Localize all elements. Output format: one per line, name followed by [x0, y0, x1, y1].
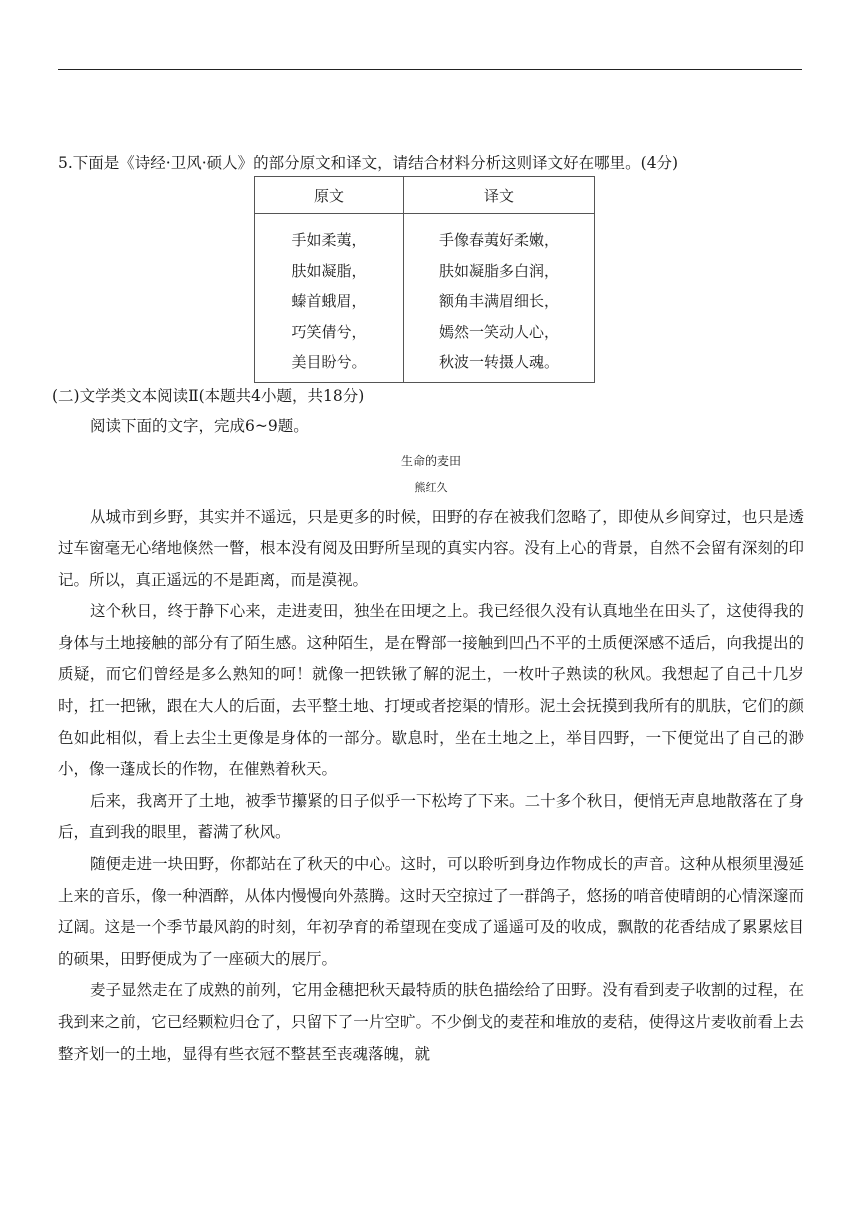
table-header-translation: 译文 — [404, 177, 595, 214]
translation-line: 手像春荑好柔嫩， — [438, 231, 559, 249]
page-content — [52, 150, 804, 1070]
original-line: 手如柔荑， — [291, 231, 367, 249]
essay-author: 熊红久 — [414, 480, 448, 494]
section-instruction: 阅读下面的文字，完成6~9题。 — [90, 416, 309, 435]
question-5: 5.下面是《诗经·卫风·硕人》的部分原文和译文，请结合材料分析这则译文好在哪里。(4分) — [58, 154, 679, 172]
section-heading: (二)文学类文本阅读Ⅱ(本题共4小题，共18分) — [52, 386, 365, 405]
essay-paragraph: 后来，我离开了土地，被季节攥紧的日子似乎一下松垮了下来。二十多个秋日，便悄无声息地散落在了身后，直到我的眼里，蓄满了秋风。 — [58, 791, 804, 842]
poem-table — [254, 176, 595, 383]
header-rule — [58, 69, 802, 70]
essay-title: 生命的麦田 — [400, 453, 461, 468]
translation-text-cell — [404, 214, 595, 383]
table-header-original: 原文 — [255, 177, 404, 214]
translation-line: 额角丰满眉细长， — [438, 292, 559, 310]
essay-paragraph: 从城市到乡野，其实并不遥远，只是更多的时候，田野的存在被我们忽略了，即使从乡间穿过，也只是透过车窗毫无心绪地倏然一瞥，根本没有阅及田野所呈现的真实内容。没有上心的背景，自然不会留有深刻的印记。所以，真正遥远的不是距离，而是漠视。 — [58, 507, 804, 589]
essay-body — [58, 502, 804, 1071]
original-text-cell — [255, 214, 404, 383]
original-line: 肤如凝脂， — [291, 261, 367, 280]
translation-line: 秋波一转摄人魂。 — [438, 353, 559, 371]
essay-paragraph: 麦子显然走在了成熟的前列，它用金穗把秋天最特质的肤色描绘给了田野。没有看到麦子收割的过程，在我到来之前，它已经颗粒归仓了，只留下了一片空旷。不少倒戈的麦茬和堆放的麦秸，使得这片麦收前看上去整齐划一的土地，显得有些衣冠不整甚至丧魂落魄，就 — [58, 981, 804, 1063]
original-line: 螓首蛾眉， — [291, 292, 367, 310]
essay-paragraph: 随便走进一块田野，你都站在了秋天的中心。这时，可以聆听到身边作物成长的声音。这种从根须里漫延上来的音乐，像一种酒醉，从体内慢慢向外蒸腾。这时天空掠过了一群鸽子，悠扬的哨音使晴朗的心情深邃而辽阔。这是一个季节最风韵的时刻，年初孕育的希望现在变成了遥遥可及的收成，飘散的花香结成了累累炫目的硕果，田野便成为了一座硕大的展厅。 — [58, 855, 804, 968]
translation-line: 嫣然一笑动人心， — [438, 322, 559, 341]
essay-paragraph: 这个秋日，终于静下心来，走进麦田，独坐在田埂之上。我已经很久没有认真地坐在田头了，这使得我的身体与土地接触的部分有了陌生感。这种陌生，是在臀部一接触到凹凸不平的土质便深感不适后，向我提出的质疑，而它们曾经是多么熟知的呵！就像一把铁锹了解的泥土，一枚叶子熟读的秋风。我想起了自己十几岁时，扛一把锹，跟在大人的后面，去平整土地、打埂或者挖渠的情形。泥土会抚摸到我所有的肌肤，它们的颜色如此相似，看上去尘土更像是身体的一部分。歇息时，坐在土地之上，举目四野，一下便觉出了自己的渺小，像一蓬成长的作物，在催熟着秋天。 — [58, 602, 804, 779]
original-line: 美目盼兮。 — [291, 353, 367, 371]
original-line: 巧笑倩兮， — [291, 322, 367, 341]
translation-line: 肤如凝脂多白润， — [438, 261, 559, 280]
